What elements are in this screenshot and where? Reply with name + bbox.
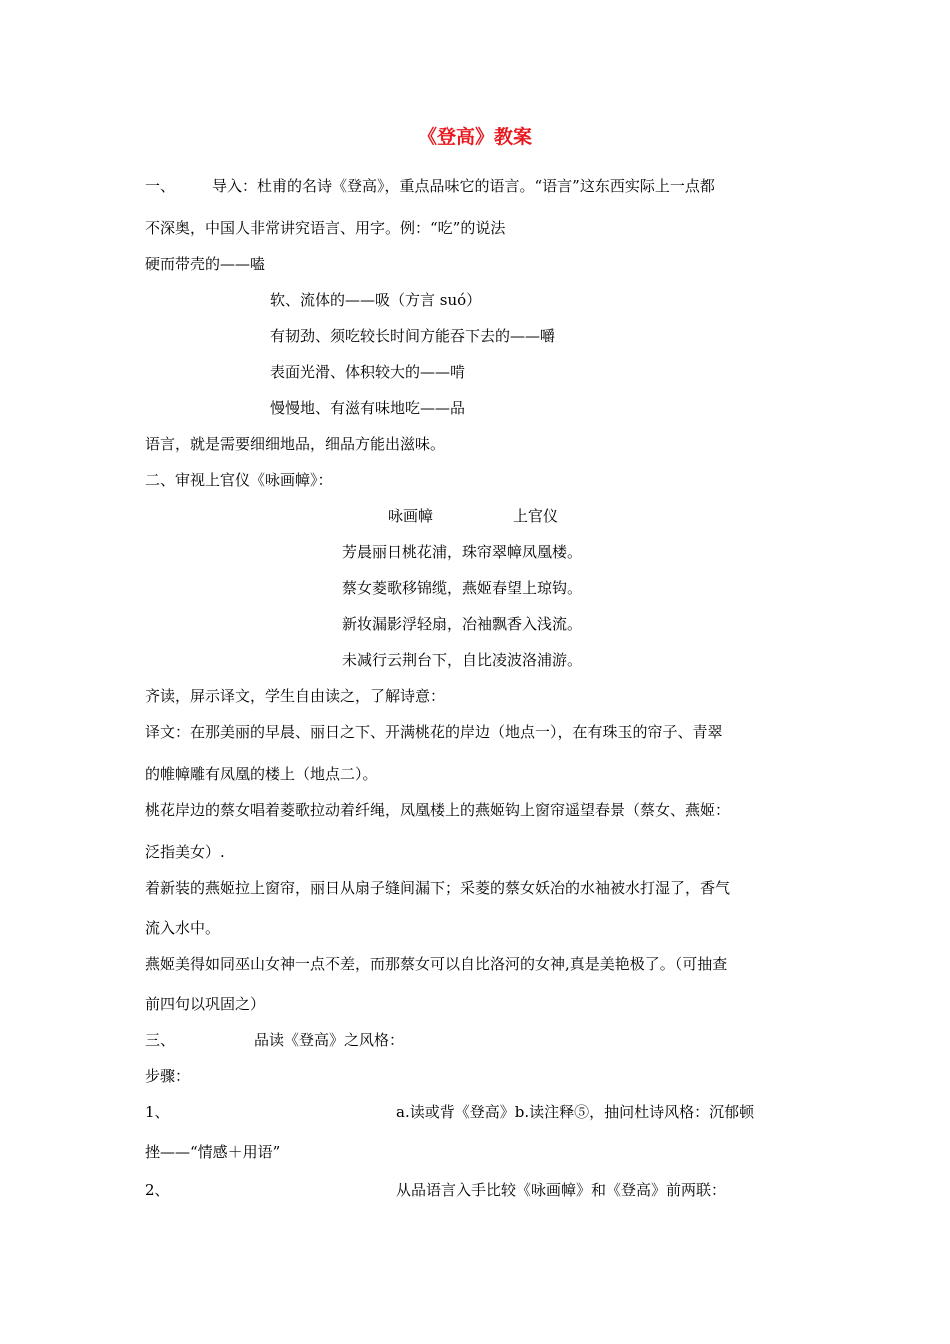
section3-heading: 品读《登高》之风格： bbox=[254, 1031, 405, 1049]
poem-author: 上官仪 bbox=[513, 507, 559, 525]
eat-item-2: 软、流体的——吸（方言 suó） bbox=[270, 291, 482, 309]
section1-intro-line1: 导入：杜甫的名诗《登高》，重点品味它的语言。“语言”这东西实际上一点都 bbox=[212, 177, 715, 195]
translation-1-line1: 译文：在那美丽的早晨、丽日之下、开满桃花的岸边（地点一），在有珠玉的帘子、青翠 bbox=[145, 723, 723, 741]
poem-line-4: 未减行云荆台下，自比凌波洛浦游。 bbox=[342, 651, 583, 669]
section1-number: 一、 bbox=[145, 177, 176, 195]
reading-note: 齐读，屏示译文，学生自由读之，了解诗意： bbox=[145, 687, 446, 705]
poem-line-2: 蔡女菱歌移锦缆，燕姬春望上琼钩。 bbox=[342, 579, 583, 597]
eat-item-3: 有韧劲、须吃较长时间方能吞下去的——嚼 bbox=[270, 327, 556, 345]
step2-number: 2、 bbox=[145, 1181, 170, 1199]
eat-item-5: 慢慢地、有滋有味地吃——品 bbox=[270, 399, 466, 417]
translation-2-line1: 桃花岸边的蔡女唱着菱歌拉动着纤绳，凤凰楼上的燕姬钩上窗帘遥望春景（蔡女、燕姬： bbox=[145, 801, 731, 819]
step2-line1: 从品语言入手比较《咏画幛》和《登高》前两联： bbox=[396, 1181, 727, 1199]
poem-line-3: 新妆漏影浮轻扇，冶袖飘香入浅流。 bbox=[342, 615, 583, 633]
poem-line-1: 芳晨丽日桃花浦，珠帘翠幛凤凰楼。 bbox=[342, 543, 583, 561]
steps-label: 步骤： bbox=[145, 1067, 191, 1085]
translation-4-line1: 燕姬美得如同巫山女神一点不差，而那蔡女可以自比洛河的女神,真是美艳极了。（可抽查 bbox=[145, 955, 728, 973]
step1-number: 1、 bbox=[145, 1103, 170, 1121]
section2-heading: 二、审视上官仪《咏画幛》： bbox=[145, 471, 333, 489]
step1-line2: 挫——“情感＋用语” bbox=[145, 1143, 281, 1161]
eat-item-1: 硬而带壳的——嗑 bbox=[145, 255, 266, 273]
translation-4-line2: 前四句以巩固之） bbox=[145, 995, 266, 1013]
translation-3-line1: 着新装的燕姬拉上窗帘，丽日从扇子缝间漏下；采菱的蔡女妖冶的水袖被水打湿了，香气 bbox=[145, 879, 731, 897]
translation-3-line2: 流入水中。 bbox=[145, 919, 221, 937]
document-title: 《登高》教案 bbox=[417, 126, 532, 148]
section3-number: 三、 bbox=[145, 1031, 176, 1049]
section1-conclusion: 语言，就是需要细细地品，细品方能出滋味。 bbox=[145, 435, 446, 453]
section1-intro-line2: 不深奥，中国人非常讲究语言、用字。例：“吃”的说法 bbox=[145, 219, 506, 237]
translation-1-line2: 的帷幛雕有凤凰的楼上（地点二）。 bbox=[145, 765, 378, 783]
translation-2-line2: 泛指美女）. bbox=[145, 843, 225, 861]
eat-item-4: 表面光滑、体积较大的——啃 bbox=[270, 363, 466, 381]
step1-line1: a.读或背《登高》b.读注释⑤，抽问杜诗风格：沉郁顿 bbox=[396, 1103, 755, 1121]
poem-title: 咏画幛 bbox=[388, 507, 434, 525]
